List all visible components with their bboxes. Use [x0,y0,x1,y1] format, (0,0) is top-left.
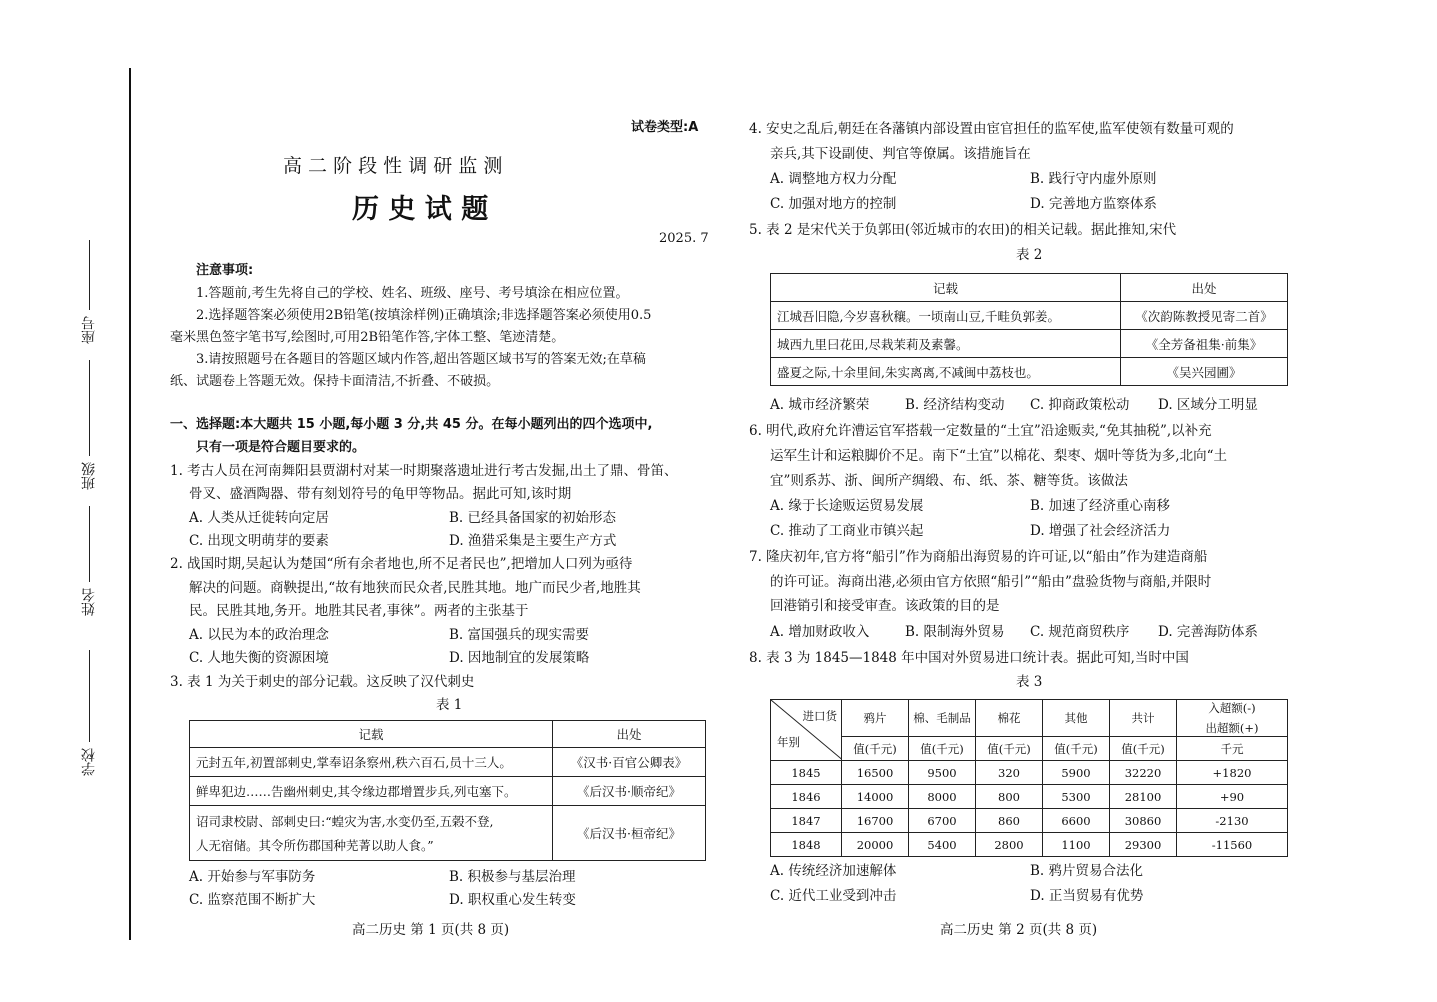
table3-header: 棉花 [976,700,1043,737]
table3-unit: 值(千元) [842,737,909,761]
q4-option-c[interactable]: C. 加强对地方的控制 [770,196,897,212]
table1-source: 《后汉书·顺帝纪》 [553,777,706,806]
table-row [190,748,706,777]
q6-stem: 宜”则系苏、浙、闽所产绸缎、布、纸、茶、糖等货。该做法 [770,473,1128,489]
q2-stem: 民。民胜其地,务开。地胜其民者,事徕”。两者的主张基于 [189,603,529,619]
table-row [771,833,1288,857]
table-row [771,358,1288,386]
table3-cell: 16500 [842,761,909,785]
table3-cell: 6600 [1043,809,1110,833]
table-3 [770,699,1288,857]
q1-option-b[interactable]: B. 已经具备国家的初始形态 [449,510,617,526]
q7-stem: 7. 隆庆初年,官方将“船引”作为商船出海贸易的许可证,以“船由”作为建造商船 [749,549,1208,565]
table1-record-cell [190,806,553,861]
notice-line: 1.答题前,考生先将自己的学校、姓名、班级、座号、考号填涂在相应位置。 [196,286,629,301]
table3-cell: 14000 [842,785,909,809]
q3-stem: 3. 表 1 为关于刺史的部分记载。这反映了汉代刺史 [170,674,475,690]
q2-option-a[interactable]: A. 以民为本的政治理念 [189,627,329,643]
page-title: 历 史 试 题 [352,194,489,225]
q1-option-a[interactable]: A. 人类从迁徙转向定居 [189,510,329,526]
name-label: 姓名 [81,588,97,616]
table3-unit-balance: 千元 [1177,737,1288,761]
table3-header: 共计 [1110,700,1177,737]
table3-header: 其他 [1043,700,1110,737]
page2-footer: 高二历史 第 2 页(共 8 页) [940,922,1098,938]
q4-option-a[interactable]: A. 调整地方权力分配 [770,171,897,187]
table3-balance-header-line: 出超额(+) [1205,721,1259,735]
table3-year: 1848 [771,833,842,857]
table3-cell: 30860 [1110,809,1177,833]
table1-record: 诏司隶校尉、部刺史曰:“蝗灾为害,水变仍至,五榖不登, [196,814,494,829]
table3-year: 1847 [771,809,842,833]
binding-line [129,68,131,940]
school-line [89,650,90,742]
table3-header: 棉、毛制品 [909,700,976,737]
class-line [89,360,90,456]
table3-cell: 20000 [842,833,909,857]
notice-line: 2.选择题答案必须使用2B铅笔(按填涂样例)正确填涂;非选择题答案必须使用0.5 [196,308,652,323]
name-field[interactable] [76,506,102,622]
q1-option-c[interactable]: C. 出现文明萌芽的要素 [189,533,329,549]
table-row [190,806,706,861]
table-row [771,809,1288,833]
q3-option-b[interactable]: B. 积极参与基层治理 [449,869,576,885]
seat-label: 座号 [81,316,97,344]
table3-cell: 5400 [909,833,976,857]
q3-option-c[interactable]: C. 监察范围不断扩大 [189,892,316,908]
table-1 [189,720,706,861]
table3-cell: 32220 [1110,761,1177,785]
q7-stem: 的许可证。海商出港,必须由官方依照“船引”“船由”盘验货物与商船,并限时 [770,574,1212,590]
table3-cell: 320 [976,761,1043,785]
table3-title: 表 3 [1016,674,1043,690]
table3-unit: 值(千元) [1043,737,1110,761]
paper-type: 试卷类型:A [631,120,699,135]
q8-stem: 8. 表 3 为 1845—1848 年中国对外贸易进口统计表。据此可知,当时中国 [749,650,1189,666]
q5-stem: 5. 表 2 是宋代关于负郭田(邻近城市的农田)的相关记载。据此推知,宋代 [749,222,1177,238]
table-row [771,785,1288,809]
q6-option-d[interactable]: D. 增强了社会经济活力 [1030,523,1171,539]
table3-corner-top: 进口货 [802,709,837,723]
table3-cell: 28100 [1110,785,1177,809]
q4-stem: 4. 安史之乱后,朝廷在各藩镇内部设置由宦官担任的监军使,监军使领有数量可观的 [749,121,1234,137]
table2-source: 《吴兴园圃》 [1121,358,1288,386]
q8-option-c[interactable]: C. 近代工业受到冲击 [770,888,897,904]
q4-stem: 亲兵,其下设副使、判官等僚属。该措施旨在 [770,146,1031,162]
q4-option-b[interactable]: B. 践行守内虚外原则 [1030,171,1157,187]
table3-cell: 16700 [842,809,909,833]
table3-cell: -11560 [1177,833,1288,857]
table1-source: 《汉书·百官公卿表》 [553,748,706,777]
table3-cell: +1820 [1177,761,1288,785]
q6-option-b[interactable]: B. 加速了经济重心南移 [1030,498,1171,514]
table2-record: 江城吾旧隐,今岁喜秋穰。一顷南山豆,千畦负郭姜。 [771,302,1121,330]
table3-cell: 9500 [909,761,976,785]
q3-option-a[interactable]: A. 开始参与军事防务 [189,869,316,885]
q2-option-b[interactable]: B. 富国强兵的现实需要 [449,627,590,643]
table2-header-source: 出处 [1121,274,1288,302]
class-field[interactable] [76,360,102,496]
notice-line: 3.请按照题号在各题目的答题区域内作答,超出答题区域书写的答案无效;在草稿 [196,352,646,367]
table-row [190,777,706,806]
school-field[interactable] [76,650,102,782]
table3-cell: 1100 [1043,833,1110,857]
table3-corner-cell [771,700,842,761]
q3-option-d[interactable]: D. 职权重心发生转变 [449,892,576,908]
table1-source: 《后汉书·桓帝纪》 [553,806,706,861]
table3-unit: 值(千元) [909,737,976,761]
table3-year: 1846 [771,785,842,809]
table3-cell: 800 [976,785,1043,809]
q7-stem: 回港销引和接受审查。该政策的目的是 [770,598,1000,614]
q2-option-c[interactable]: C. 人地失衡的资源困境 [189,650,329,666]
table3-cell: 860 [976,809,1043,833]
table1-header-record: 记载 [190,721,553,748]
table2-source: 《次韵陈教授见寄二首》 [1121,302,1288,330]
q6-stem: 6. 明代,政府允许漕运官军搭载一定数量的“土宜”沿途贩卖,“免其抽税”,以补充 [749,423,1212,439]
table1-record: 元封五年,初置部刺史,掌奉诏条察州,秩六百石,员十三人。 [190,748,553,777]
notice-title: 注意事项: [196,263,254,278]
table3-balance-header-line: 入超额(-) [1208,701,1256,715]
q6-stem: 运军生计和运粮脚价不足。南下“土宜”以棉花、梨枣、烟叶等货为多,北向“土 [770,448,1227,464]
q2-stem: 解决的问题。商鞅提出,“故有地狭而民众者,民胜其地。地广而民少者,地胜其 [189,580,641,596]
table-row [771,330,1288,358]
table3-cell: -2130 [1177,809,1288,833]
table3-cell: 6700 [909,809,976,833]
table-2 [770,273,1288,386]
table3-year: 1845 [771,761,842,785]
q7-option-c[interactable]: C. 规范商贸秩序 [1030,624,1130,640]
q2-option-d[interactable]: D. 因地制宜的发展策略 [449,650,590,666]
q8-option-b[interactable]: B. 鸦片贸易合法化 [1030,863,1144,879]
name-line [89,506,90,582]
q5-option-a[interactable]: A. 城市经济繁荣 [770,397,870,413]
table3-balance-header [1177,700,1288,737]
table-row [771,302,1288,330]
table3-cell: 5300 [1043,785,1110,809]
q1-option-d[interactable]: D. 渔猎采集是主要生产方式 [449,533,617,549]
q2-stem: 2. 战国时期,吴起认为楚国“所有余者地也,所不足者民也”,把增加人口列为亟待 [170,556,633,572]
table2-record: 盛夏之际,十余里间,朱实离离,不减闽中荔枝也。 [771,358,1121,386]
table2-header-record: 记载 [771,274,1121,302]
seat-line [89,240,90,310]
table3-cell: 8000 [909,785,976,809]
table3-cell: +90 [1177,785,1288,809]
notice-line: 纸、试题卷上答题无效。保持卡面清洁,不折叠、不破损。 [170,374,500,389]
table3-unit: 值(千元) [1110,737,1177,761]
q5-option-c[interactable]: C. 抑商政策松动 [1030,397,1130,413]
q6-option-a[interactable]: A. 缘于长途贩运贸易发展 [770,498,924,514]
table3-corner-bottom: 年别 [777,735,800,749]
q1-stem: 1. 考古人员在河南舞阳县贾湖村对某一时期聚落遗址进行考古发掘,出土了鼎、骨笛、 [170,463,678,479]
section-heading: 一、选择题:本大题共 15 小题,每小题 3 分,共 45 分。在每小题列出的四个选项中, [170,417,653,432]
table2-title: 表 2 [1016,247,1043,263]
notice-line: 毫米黑色签字笔书写,绘图时,可用2B铅笔作答,字体工整、笔迹清楚。 [170,330,565,345]
page1-footer: 高二历史 第 1 页(共 8 页) [352,922,510,938]
table2-record: 城西九里曰花田,尽栽茉莉及素馨。 [771,330,1121,358]
table3-unit: 值(千元) [976,737,1043,761]
table3-cell: 2800 [976,833,1043,857]
section-heading: 只有一项是符合题目要求的。 [196,440,366,455]
table1-record: 人无宿储。其令所伤郡国种芜菁以助人食。” [196,838,434,853]
table3-header: 鸦片 [842,700,909,737]
q1-stem: 骨叉、盛酒陶器、带有刻划符号的龟甲等物品。据此可知,该时期 [189,486,572,502]
q7-option-d[interactable]: D. 完善海防体系 [1158,624,1258,640]
q8-option-d[interactable]: D. 正当贸易有优势 [1030,888,1144,904]
exam-date: 2025. 7 [659,231,709,246]
q4-option-d[interactable]: D. 完善地方监察体系 [1030,196,1157,212]
seat-field[interactable] [76,240,102,350]
q6-option-c[interactable]: C. 推动了工商业市镇兴起 [770,523,924,539]
table1-title: 表 1 [436,697,463,713]
table3-cell: 29300 [1110,833,1177,857]
table3-cell: 5900 [1043,761,1110,785]
class-label: 班级 [81,462,97,490]
table-row [771,761,1288,785]
subtitle: 高 二 阶 段 性 调 研 监 测 [283,155,503,177]
table1-header-source: 出处 [553,721,706,748]
q5-option-b[interactable]: B. 经济结构变动 [905,397,1005,413]
q5-option-d[interactable]: D. 区域分工明显 [1158,397,1258,413]
q8-option-a[interactable]: A. 传统经济加速解体 [770,863,897,879]
table1-record: 鲜卑犯边……告幽州刺史,其令缘边郡增置步兵,列屯塞下。 [190,777,553,806]
q7-option-a[interactable]: A. 增加财政收入 [770,624,870,640]
q7-option-b[interactable]: B. 限制海外贸易 [905,624,1005,640]
school-label: 学校 [81,748,97,776]
table2-source: 《全芳备祖集·前集》 [1121,330,1288,358]
